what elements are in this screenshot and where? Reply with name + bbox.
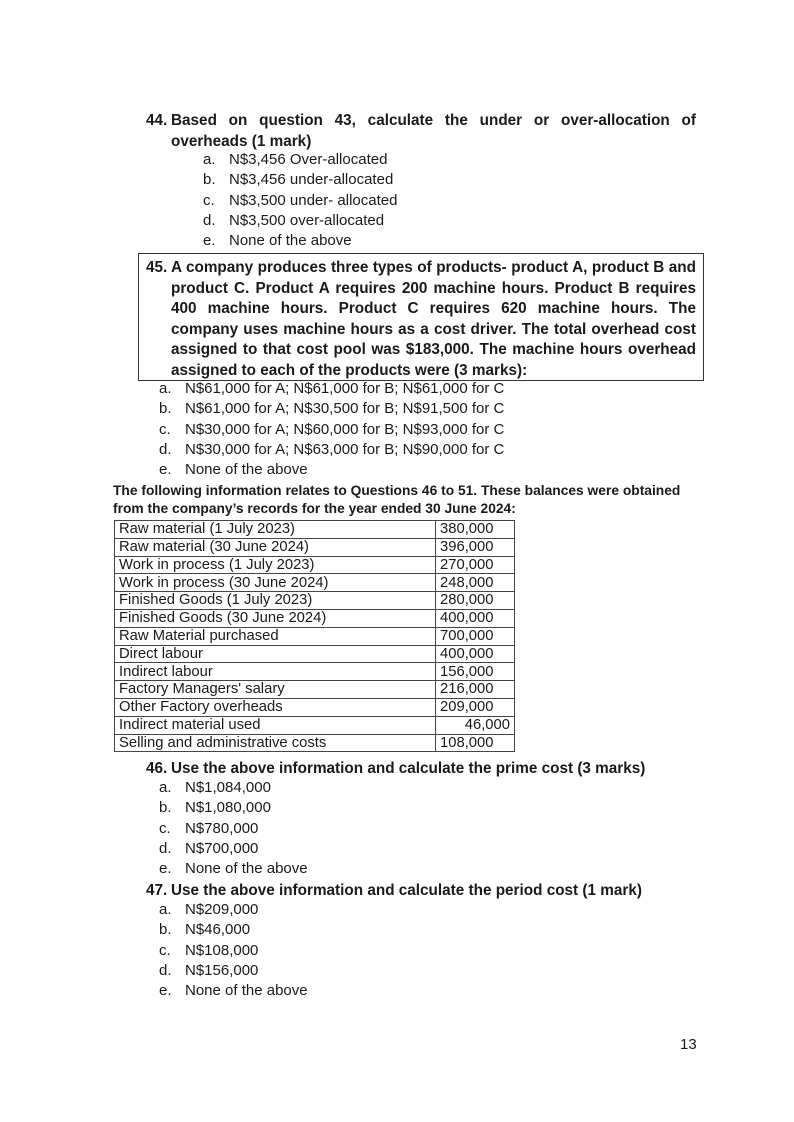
balance-value: 270,000 <box>440 556 494 573</box>
option-text: N$46,000 <box>185 921 251 939</box>
option-letter: d. <box>203 211 216 229</box>
table-row <box>115 627 515 645</box>
balance-value: 700,000 <box>440 627 494 644</box>
option-text: None of the above <box>185 982 308 1000</box>
option-text: N$61,000 for A; N$61,000 for B; N$61,000 for C <box>185 380 505 397</box>
table-row <box>115 556 515 574</box>
option-a <box>159 900 308 920</box>
option-text: N$1,080,000 <box>185 799 271 817</box>
balances-table <box>114 520 515 752</box>
balance-label: Raw material (30 June 2024) <box>115 538 436 556</box>
option-letter: c. <box>159 819 171 837</box>
balance-label: Factory Managers' salary <box>115 681 436 699</box>
table-row <box>115 734 515 752</box>
balance-value-cell <box>436 663 515 681</box>
question-text: Use the above information and calculate the period cost (1 mark) <box>171 882 642 899</box>
balance-value-cell <box>436 574 515 592</box>
option-text: N$156,000 <box>185 961 259 979</box>
option-b <box>159 920 308 940</box>
table-row <box>115 609 515 627</box>
balance-value: 216,000 <box>440 681 494 698</box>
option-text: N$780,000 <box>185 819 259 837</box>
question-number: 45. <box>146 259 168 276</box>
balance-value: 108,000 <box>440 734 494 751</box>
option-letter: b. <box>159 400 172 418</box>
option-text: N$3,456 under-allocated <box>229 171 394 189</box>
table-row <box>115 663 515 681</box>
balance-value-cell <box>436 645 515 663</box>
balance-value-cell <box>436 521 515 539</box>
question-number: 44. <box>146 112 168 129</box>
balance-value-cell <box>436 734 515 752</box>
option-text: N$30,000 for A; N$60,000 for B; N$93,000 for C <box>185 420 505 438</box>
question-47-heading <box>146 881 706 902</box>
option-letter: e. <box>159 860 172 878</box>
option-text: N$3,500 under- allocated <box>229 191 398 209</box>
balance-value: 209,000 <box>440 699 494 716</box>
balance-label: Finished Goods (30 June 2024) <box>115 609 436 627</box>
option-letter: a. <box>203 151 216 168</box>
option-letter: d. <box>159 440 172 458</box>
option-letter: e. <box>159 461 172 479</box>
option-letter: b. <box>159 921 172 939</box>
table-row <box>115 574 515 592</box>
option-text: None of the above <box>185 860 308 878</box>
option-e <box>159 981 308 1001</box>
option-e <box>159 460 504 480</box>
question-text: Based on question 43, calculate the under or over-allocation of overheads (1 mark) <box>171 112 696 150</box>
option-letter: c. <box>159 420 171 438</box>
option-b <box>159 399 504 419</box>
balance-value-cell <box>436 592 515 610</box>
option-letter: c. <box>159 941 171 959</box>
table-row <box>115 645 515 663</box>
balance-value: 156,000 <box>440 663 494 680</box>
option-d <box>159 961 308 981</box>
option-text: N$3,500 over-allocated <box>229 211 385 229</box>
option-c <box>159 819 308 839</box>
option-text: None of the above <box>185 461 308 479</box>
option-letter: a. <box>159 901 172 918</box>
option-text: N$61,000 for A; N$30,500 for B; N$91,500 for C <box>185 400 505 418</box>
option-text: N$108,000 <box>185 941 259 959</box>
balance-label: Finished Goods (1 July 2023) <box>115 592 436 610</box>
balance-value-cell <box>436 698 515 716</box>
option-letter: d. <box>159 961 172 979</box>
table-row <box>115 521 515 539</box>
option-c <box>159 420 504 440</box>
balance-label: Work in process (30 June 2024) <box>115 574 436 592</box>
balance-label: Raw material (1 July 2023) <box>115 521 436 539</box>
option-text: N$3,456 Over-allocated <box>229 151 388 168</box>
question-45-options <box>159 379 504 480</box>
option-a <box>159 379 504 399</box>
option-text: N$30,000 for A; N$63,000 for B; N$90,000 for C <box>185 440 505 458</box>
page-number: 13 <box>680 1036 697 1053</box>
balance-value-cell <box>436 627 515 645</box>
question-45-heading <box>146 258 696 381</box>
option-letter: d. <box>159 839 172 857</box>
option-letter: a. <box>159 779 172 796</box>
option-text: N$700,000 <box>185 839 259 857</box>
balance-label: Direct labour <box>115 645 436 663</box>
balance-value-cell <box>436 681 515 699</box>
option-b <box>203 170 397 190</box>
option-d <box>203 211 397 231</box>
option-c <box>159 941 308 961</box>
option-d <box>159 839 308 859</box>
question-44-heading <box>146 111 696 152</box>
question-text: Use the above information and calculate the prime cost (3 marks) <box>171 760 646 777</box>
balance-value: 248,000 <box>440 574 494 591</box>
option-e <box>159 859 308 879</box>
option-c <box>203 191 397 211</box>
option-letter: b. <box>159 799 172 817</box>
option-letter: c. <box>203 191 215 209</box>
table-row <box>115 681 515 699</box>
balance-value: 280,000 <box>440 592 494 609</box>
option-letter: e. <box>203 232 216 250</box>
balance-value: 396,000 <box>440 538 494 555</box>
balance-value-cell <box>436 556 515 574</box>
option-text: N$209,000 <box>185 901 259 918</box>
question-44-options <box>203 150 397 251</box>
option-a <box>159 778 308 798</box>
balance-label: Selling and administrative costs <box>115 734 436 752</box>
info-intro-paragraph: The following information relates to Questions 46 to 51. These balances were obtained from the company’s records for the year ended 30 June 2024: <box>113 483 681 516</box>
option-text: None of the above <box>229 232 352 250</box>
balance-value-cell <box>436 716 515 734</box>
balance-value: 400,000 <box>440 645 494 662</box>
balance-label: Indirect labour <box>115 663 436 681</box>
question-47-options <box>159 900 308 1001</box>
balance-value: 400,000 <box>440 610 494 627</box>
option-e <box>203 231 397 251</box>
table-row <box>115 592 515 610</box>
balance-value-cell <box>436 538 515 556</box>
question-number: 46. <box>146 760 168 777</box>
option-letter: a. <box>159 380 172 397</box>
balance-value: 380,000 <box>440 521 494 538</box>
option-b <box>159 798 308 818</box>
balance-label: Other Factory overheads <box>115 698 436 716</box>
option-text: N$1,084,000 <box>185 779 271 796</box>
question-46-heading <box>146 759 706 780</box>
table-row <box>115 538 515 556</box>
question-46-options <box>159 778 308 879</box>
option-letter: b. <box>203 171 216 189</box>
question-number: 47. <box>146 882 168 899</box>
table-row <box>115 716 515 734</box>
question-text: A company produces three types of products- product A, product B and product C. Product A requires 200 machine hours. Product B requires 400 machine hours. Product C requires 620 machine hours. The company uses machine hours as a cost driver. The total overhead cost assigned to that cost pool was $183,000. The machine hours overhead assigned to each of the products were (3 marks): <box>171 259 696 379</box>
balance-label: Raw Material purchased <box>115 627 436 645</box>
table-row <box>115 698 515 716</box>
balance-label: Work in process (1 July 2023) <box>115 556 436 574</box>
balance-value: 46,000 <box>464 716 510 733</box>
option-a <box>203 150 397 170</box>
option-d <box>159 440 504 460</box>
option-letter: e. <box>159 982 172 1000</box>
balance-label: Indirect material used <box>115 716 436 734</box>
balance-value-cell <box>436 609 515 627</box>
